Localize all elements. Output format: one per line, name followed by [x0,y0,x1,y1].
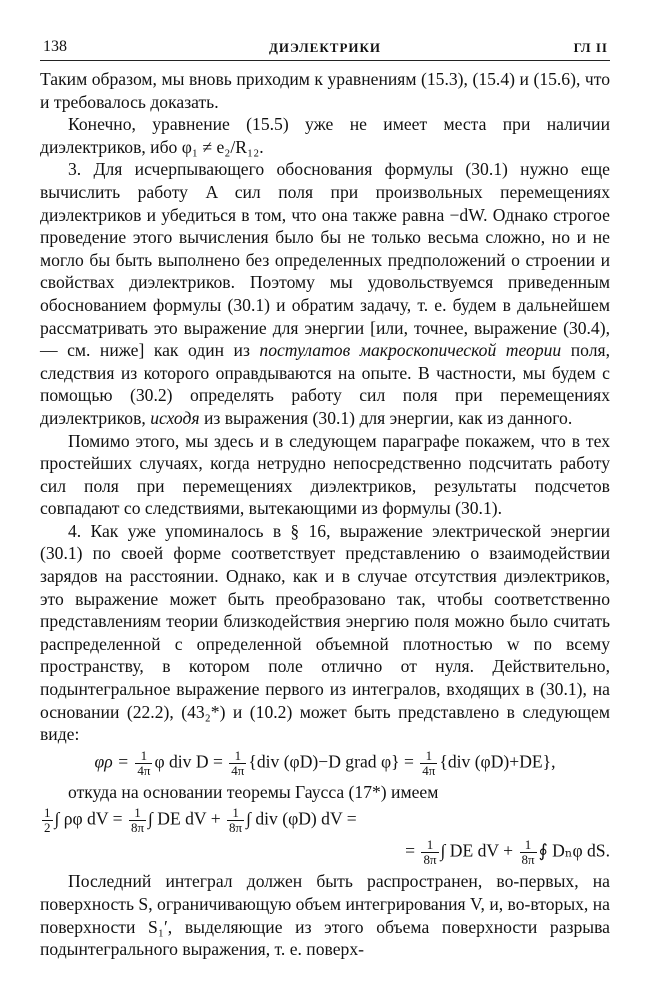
fraction: $\frac{1}{8\pi}$ [229,805,243,836]
emphasis-text: исходя [150,407,200,428]
fraction: $\frac{1}{8\pi}$ [521,837,535,868]
emphasis-text: постулатов макроскопической теории [259,340,562,361]
paragraph: Таким образом, мы вновь приходим к уравнениям (15.3), (15.4) и (15.6), что и требовалось доказать. [40,69,610,112]
eq-term: ∫ ρφ dV = [54,808,127,829]
paragraph: откуда на основании теоремы Гаусса (17*) имеем [68,781,439,802]
fraction: $\frac{1}{4\pi}$ [231,747,245,778]
eq-term: ∫ DE dV + [148,808,226,829]
eq-term: {div (φD)−D grad φ} = [248,751,419,772]
page-body [40,68,610,961]
paragraph-text: из выражения (30.1) для энергии, как из данного. [203,407,573,428]
paragraph: Помимо этого, мы здесь и в следующем параграфе покажем, что в тех простейших случаях, когда нетрудно непосредственно подсчитать работу сил поля при перемещениях диэлектриков, результаты подсчетов совпадают со следствиями, вытекающими из формулы (30.1). [40,430,610,519]
fraction: $\frac{1}{8\pi}$ [130,805,145,836]
eq-term: φρ = [94,751,134,772]
paragraph [40,158,610,429]
paragraph: Последний интеграл должен быть распространен, во-первых, на поверхность S, ограничивающую объем интегрирования V, и, во-вторых, на поверхности S₁′, выделяющие из этого объема поверхности разрыва подынтегрального выражения, т. е. поверх- [40,871,610,960]
paragraph: Конечно, уравнение (15.5) уже не имеет места при наличии диэлектриков, ибо φ₁ ≠ e₂/R₁₂. [40,114,610,157]
chapter-label: ГЛ II [573,40,608,55]
equation-1 [40,749,610,778]
fraction: $\frac{1}{4\pi}$ [422,747,436,778]
eq-term: = [405,840,420,861]
running-header [40,36,610,61]
fraction: $\frac{1}{4\pi}$ [137,747,151,778]
eq-term: {div (φD)+DE}, [439,751,556,772]
eq-term: ∫ div (φD) dV = [246,808,357,829]
eq-term: ∫ DE dV + [440,840,518,861]
paragraph: 4. Как уже упоминалось в § 16, выражение электрической энергии (30.1) по своей форме соответствует представлению о взаимодействии зарядов на расстоянии. Однако, как и в случае отсутствия диэлектриков, это выражение может быть преобразовано так, чтобы соответственно представлениям теории близкодействия энергию поля можно было считать распределенной с определенной объемной плотностью w по всему пространству, в котором поле отлично от нуля. Действительно, подынтегральное выражение первого из интегралов, входящих в (30.1), на основании (22.2), (43₂*) и (10.2) может быть представлено в следующем виде: [40,520,610,745]
equation-3 [40,838,610,867]
fraction: $\frac{1}{8\pi}$ [423,837,437,868]
eq-term: φ div D = [154,751,228,772]
fraction: $\frac{1}{2}$ [44,805,51,836]
running-title: ДИЭЛЕКТРИКИ [268,40,382,55]
eq-term: ∮ Dₙφ dS. [538,840,610,861]
paragraph-text: поля, следствия из которого оправдываются на опыте. В частности, мы будем с помощью (30.2) определять работу сил поля при перемещениях диэлектриков, [40,340,610,428]
equation-2 [40,806,610,835]
paragraph-text: 3. Для исчерпывающего обоснования формулы (30.1) нужно еще вычислить работу A сил поля при произвольных перемещениях диэлектриков и убедиться в том, что она также равна −dW. Однако строгое проведение этого вычисления было бы не только весьма сложно, но и не могло бы быть выполнено без определенных предположений о строении и свойствах диэлектриков. Поэтому мы удовольствуемся приведенным обоснованием формулы (30.1) и обратим задачу, т. е. будем в дальнейшем рассматривать это выражение для энергии [или, точнее, выражение (30.4), — см. ниже] как один из [40,159,610,361]
page-number: 138 [43,38,67,55]
